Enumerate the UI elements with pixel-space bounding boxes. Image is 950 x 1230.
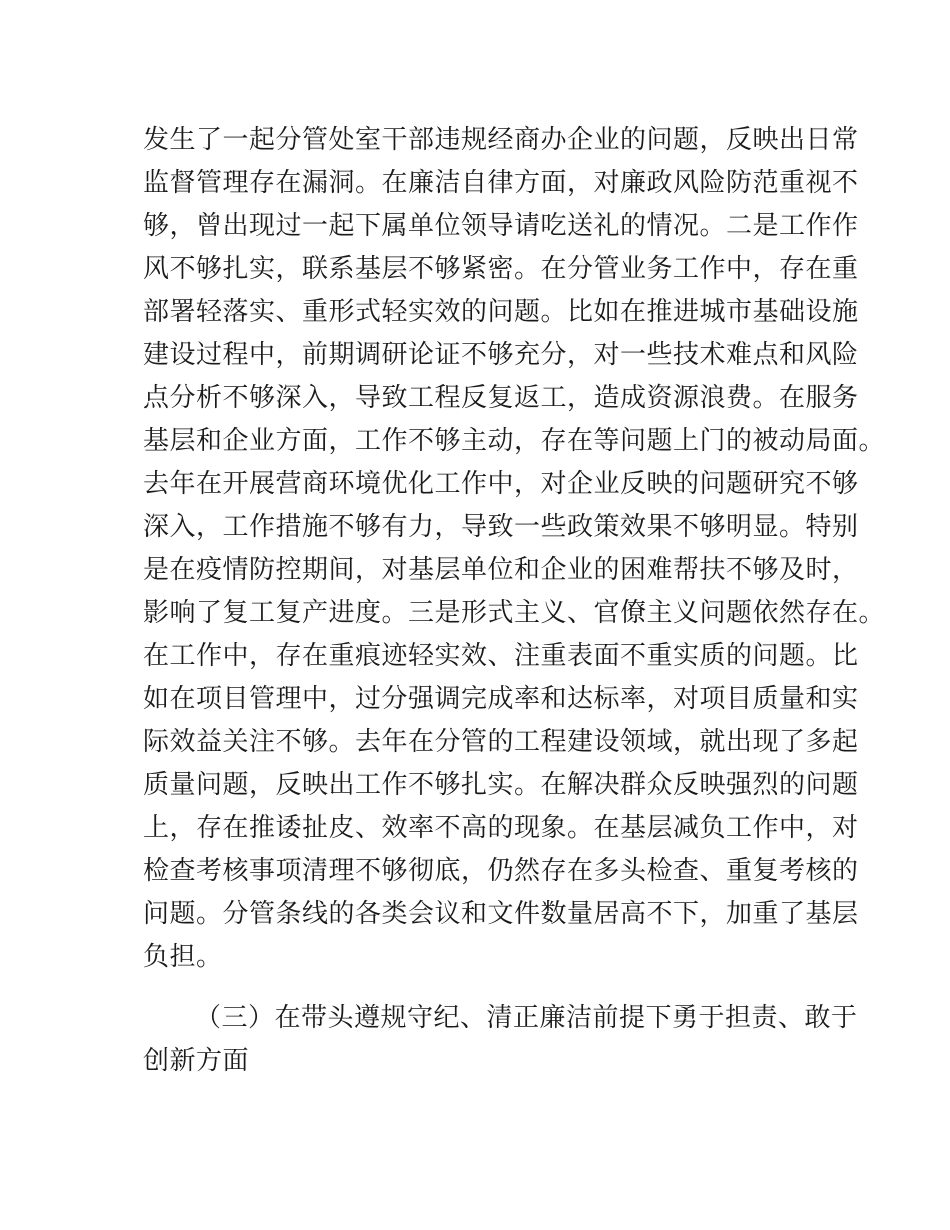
body-text-line: 如在项目管理中，过分强调完成率和达标率，对项目质量和实 [143, 684, 859, 714]
body-text-line: 建设过程中，前期调研论证不够充分，对一些技术难点和风险 [143, 340, 859, 370]
body-text-line: 质量问题，反映出工作不够扎实。在解决群众反映强烈的问题 [143, 770, 859, 800]
body-text-line: 是在疫情防控期间，对基层单位和企业的困难帮扶不够及时， [143, 555, 859, 585]
body-text-line: 际效益关注不够。去年在分管的工程建设领域，就出现了多起 [143, 727, 859, 757]
body-text-line: 监督管理存在漏洞。在廉洁自律方面，对廉政风险防范重视不 [143, 168, 859, 198]
body-text-line: 影响了复工复产进度。三是形式主义、官僚主义问题依然存在。 [143, 598, 886, 628]
body-text-line: 点分析不够深入，导致工程反复返工，造成资源浪费。在服务 [143, 383, 859, 413]
body-text-line: 部署轻落实、重形式轻实效的问题。比如在推进城市基础设施 [143, 297, 859, 327]
body-text-line: 去年在开展营商环境优化工作中，对企业反映的问题研究不够 [143, 469, 859, 499]
section-heading-line: （三）在带头遵规守纪、清正廉洁前提下勇于担责、敢于 [195, 1003, 858, 1033]
body-text-line: 发生了一起分管处室干部违规经商办企业的问题，反映出日常 [143, 125, 859, 155]
body-text-line: 深入，工作措施不够有力，导致一些政策效果不够明显。特别 [143, 512, 859, 542]
section-heading-line: 创新方面 [143, 1046, 250, 1076]
body-text-line: 检查考核事项清理不够彻底，仍然存在多头检查、重复考核的 [143, 856, 859, 886]
body-text-line: 上，存在推诿扯皮、效率不高的现象。在基层减负工作中，对 [143, 813, 859, 843]
body-text-line: 负担。 [143, 942, 223, 972]
body-text-line: 在工作中，存在重痕迹轻实效、注重表面不重实质的问题。比 [143, 641, 859, 671]
body-text-line: 够，曾出现过一起下属单位领导请吃送礼的情况。二是工作作 [143, 211, 859, 241]
body-text-line: 基层和企业方面，工作不够主动，存在等问题上门的被动局面。 [143, 426, 886, 456]
body-text-line: 风不够扎实，联系基层不够紧密。在分管业务工作中，存在重 [143, 254, 859, 284]
body-text-line: 问题。分管条线的各类会议和文件数量居高不下，加重了基层 [143, 899, 859, 929]
